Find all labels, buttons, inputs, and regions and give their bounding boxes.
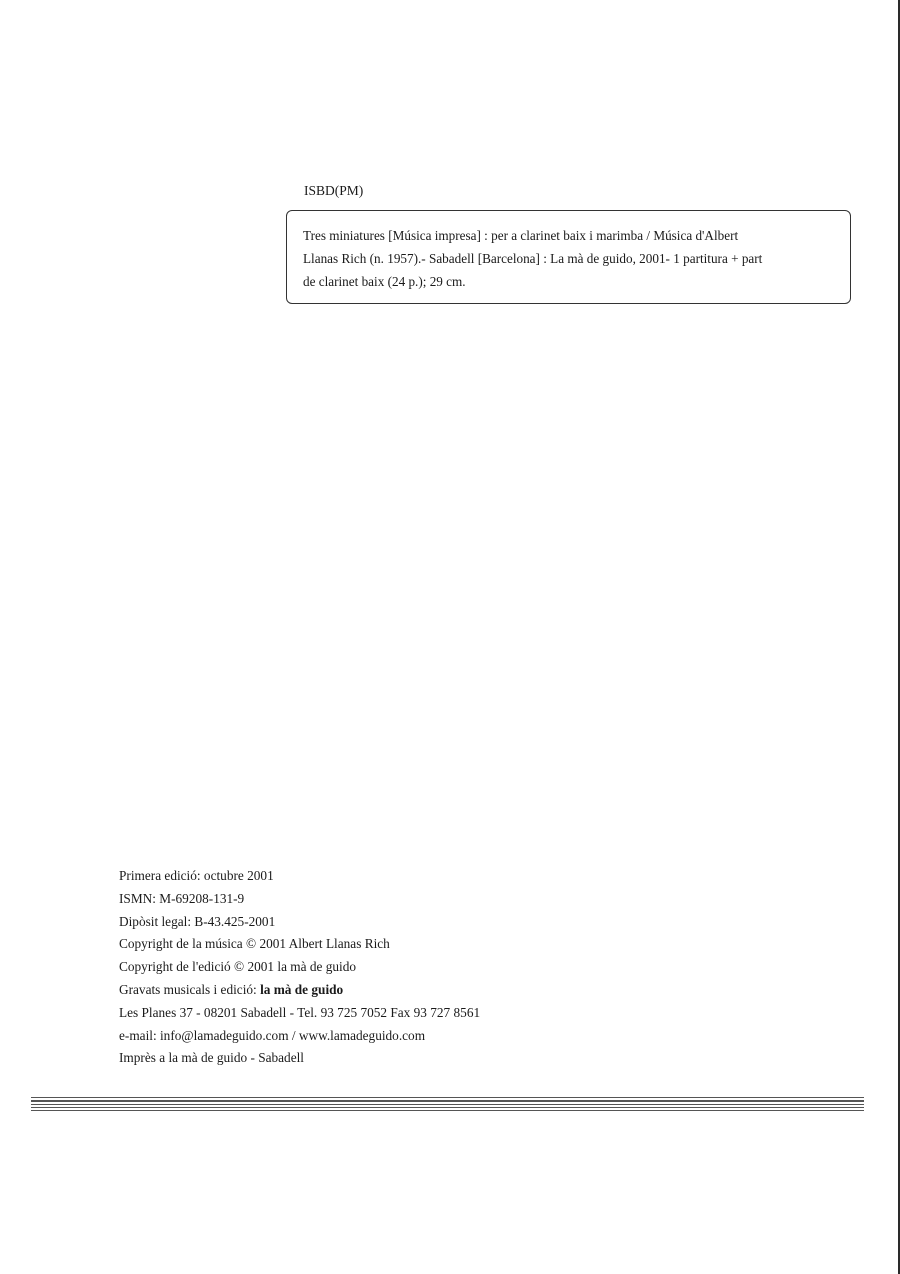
catalog-record-line: Tres miniatures [Música impresa] : per a clarinet baix i marimba / Música d'Albert (303, 228, 739, 243)
decorative-staff-lines (31, 1097, 864, 1115)
printed-line: Imprès a la mà de guido - Sabadell (119, 1050, 304, 1066)
contact-line: e-mail: info@lamadeguido.com / www.lamadeguido.com (119, 1027, 426, 1043)
staff-line (31, 1097, 864, 1098)
isbd-label: ISBD(PM) (304, 183, 364, 198)
colophon (119, 865, 480, 1070)
catalog-record-line: de clarinet baix (24 p.); 29 cm. (303, 274, 466, 289)
ismn-line: ISMN: M-69208-131-9 (119, 890, 245, 906)
legal-deposit-line: Dipòsit legal: B-43.425-2001 (119, 913, 276, 929)
catalog-record-box (286, 210, 851, 304)
engraving-line (119, 979, 480, 1002)
staff-line (31, 1107, 864, 1108)
address-line: Les Planes 37 - 08201 Sabadell - Tel. 93 725 7052 Fax 93 727 8561 (119, 1004, 481, 1020)
engraving-prefix: Gravats musicals i edició: (119, 981, 261, 997)
copyright-edition-line: Copyright de l'edició © 2001 la mà de guido (119, 959, 357, 975)
publisher-name: la mà de guido (260, 981, 344, 997)
staff-line (31, 1104, 864, 1105)
edition-line: Primera edició: octubre 2001 (119, 868, 274, 883)
staff-line (31, 1100, 864, 1101)
staff-line (31, 1110, 864, 1111)
copyright-music-line: Copyright de la música © 2001 Albert Llanas Rich (119, 936, 390, 952)
catalog-record-line: Llanas Rich (n. 1957).- Sabadell [Barcelona] : La mà de guido, 2001- 1 partitura + part (303, 251, 763, 266)
